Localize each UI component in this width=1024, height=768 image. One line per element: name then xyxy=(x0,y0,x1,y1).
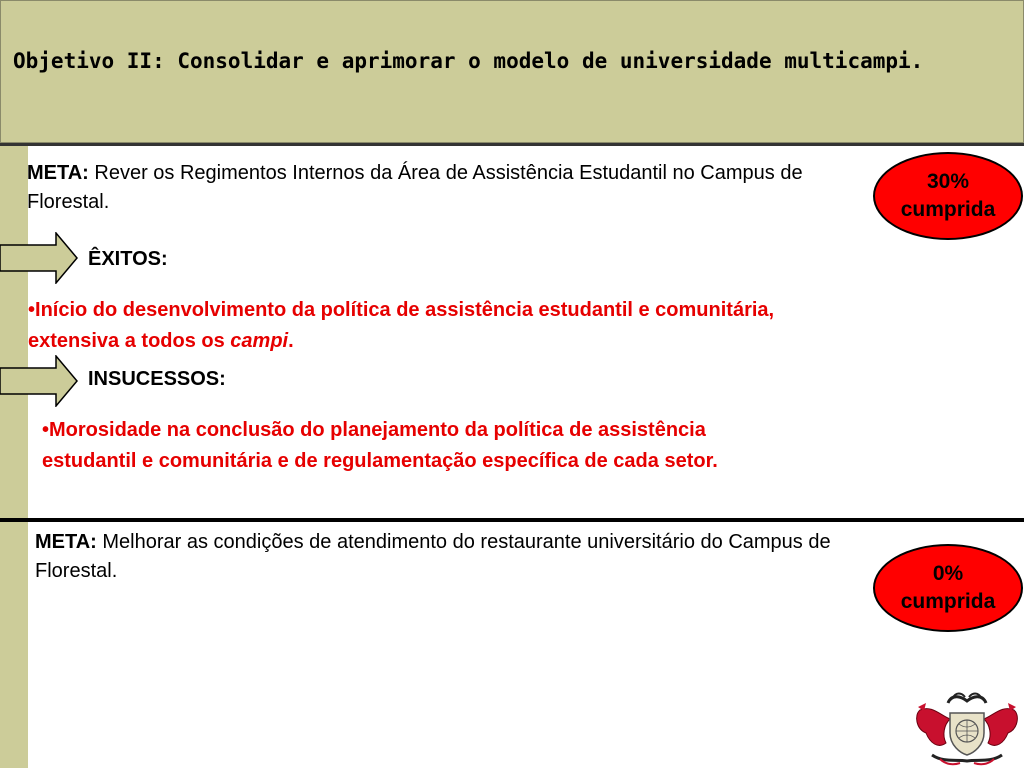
slide-header xyxy=(0,0,1024,143)
success-text-italic: campi xyxy=(230,330,289,352)
goal-1-status-badge xyxy=(873,152,1023,240)
section-divider xyxy=(0,518,1024,522)
arrow-right-icon xyxy=(0,355,80,407)
goal-2-meta-label: META: xyxy=(35,531,97,553)
goal-1-meta xyxy=(27,159,857,217)
success-bullet: • xyxy=(28,299,36,321)
slide-title: Objetivo II: Consolidar e aprimorar o modelo de universidade multicampi. xyxy=(13,49,924,73)
failure-text: Morosidade na conclusão do planejamento da política de assistência estudantil e comunitária e de regulamentação específica de cada setor. xyxy=(42,419,718,472)
success-text-end: . xyxy=(288,330,294,352)
goal-2-status-percent: 0% xyxy=(932,562,964,585)
success-item xyxy=(28,295,858,357)
goal-1-status-label: cumprida xyxy=(900,198,996,221)
failure-item xyxy=(42,415,782,477)
goal-2-status-badge xyxy=(873,544,1023,632)
goal-2-status-label: cumprida xyxy=(900,590,996,613)
failure-bullet: • xyxy=(42,419,50,441)
arrow-right-icon xyxy=(0,232,80,284)
success-text: Início do desenvolvimento da política de assistência estudantil e comunitária, extensiva a todos os xyxy=(28,299,775,352)
goal-1-meta-label: META: xyxy=(27,162,89,184)
goal-2-meta xyxy=(35,528,885,586)
goal-1-status-percent: 30% xyxy=(926,170,970,193)
failures-label: INSUCESSOS: xyxy=(88,368,226,390)
header-divider xyxy=(0,143,1024,146)
goal-1-meta-text: Rever os Regimentos Internos da Área de Assistência Estudantil no Campus de Florestal. xyxy=(27,162,803,213)
goal-2-meta-text: Melhorar as condições de atendimento do restaurante universitário do Campus de Florestal. xyxy=(35,531,831,582)
university-crest-logo xyxy=(910,685,1024,768)
successes-label: ÊXITOS: xyxy=(88,248,168,270)
